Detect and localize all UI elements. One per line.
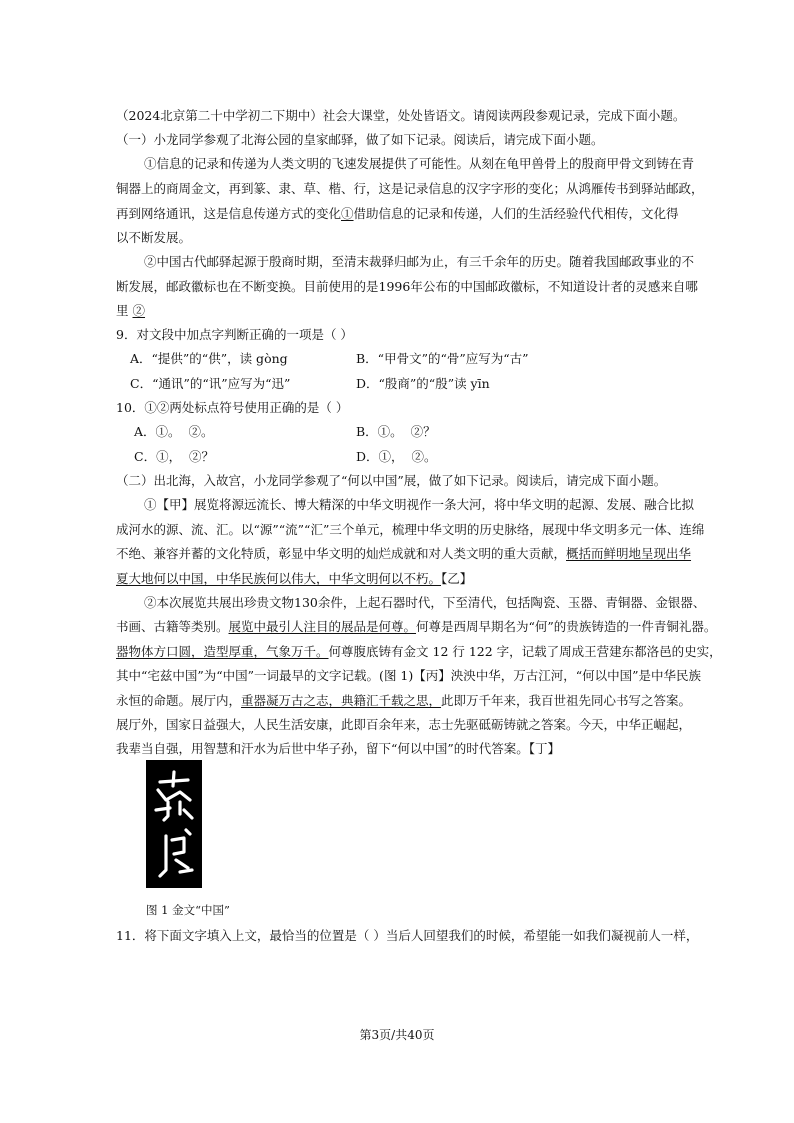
part1-heading: （一）小龙同学参观了北海公园的皇家邮驿，做了如下记录。阅读后，请完成下面小题。 (116, 132, 604, 147)
question-9-stem: 9．对文段中加点字判断正确的一项是（ ） (116, 327, 353, 342)
part1-paragraph1-line (116, 206, 679, 222)
underlined-sentence: 夏大地何以中国，中华民族何以伟大，中华文明何以不朽。 (116, 571, 442, 586)
part2-paragraph2-line: 其中“宅兹中国”为“中国”一词最早的文字记载。(图 1)【丙】泱泱中华，万古江河，“何以中国”是中华民族 (116, 668, 702, 683)
part2-paragraph1-line: ①【甲】展览将源远流长、博大精深的中华文明视作一条大河，将中华文明的起源、发展、融合比拟 (144, 497, 695, 512)
part2-paragraph2-line: 我辈当自强，用智慧和汗水为后世中华子孙，留下“何以中国”的时代答案。【丁】 (116, 741, 561, 756)
question-10-option-b: B．①。 ②？ (356, 424, 436, 439)
part1-paragraph2-line (116, 303, 145, 319)
part2-paragraph2-line: 展厅外，国家日益强大，人民生活安康，此即百余年来，志士先驱砥砺铸就之答案。今天，中华正崛起， (116, 717, 692, 732)
part1-paragraph1-line: 铜器上的商周金文，再到篆、隶、草、楷、行，这是记录信息的汉字字形的变化；从鸿雁传书到驿站邮政， (116, 181, 704, 196)
paragraph-text: 书画、古籍等类别。 (116, 619, 229, 634)
intro-text: （2024北京第二十中学初二下期中）社会大课堂，处处皆语文。请阅读两段参观记录，完成下面小题。 (116, 108, 686, 123)
paragraph-text: 永恒的命题。展厅内， (116, 693, 242, 708)
question-9-option-d: D．“殷商”的“殷”读 yīn (356, 376, 490, 391)
paragraph-text: 不绝、兼容并蓄的文化特质，彰显中华文明的灿烂成就和对人类文明的重大贡献， (116, 546, 567, 561)
underlined-sentence: 概括而鲜明地呈现出华 (566, 546, 692, 561)
part2-paragraph2-line (116, 693, 691, 709)
part1-paragraph1-line: 以不断发展。 (116, 230, 192, 245)
part2-heading: （二）出北海，入故宫，小龙同学参观了“何以中国”展，做了如下记录。阅读后，请完成下面小题。 (116, 473, 667, 488)
bronze-inscription-image (146, 760, 202, 888)
paragraph-text: 何尊是西周早期名为“何”的贵族铸造的一件青铜礼器。 (416, 619, 717, 634)
page-number: 第3页/共40页 (359, 1028, 435, 1042)
part2-paragraph2-line (116, 619, 716, 635)
part2-paragraph2-line: ②本次展览共展出珍贵文物130余件，上起石器时代，下至清代，包括陶瓷、玉器、青铜器、金银器、 (144, 595, 706, 610)
question-9-option-c: C．“通讯”的“讯”应写为“迅” (130, 376, 291, 391)
paragraph-text: 里 (116, 303, 129, 318)
question-11-stem: 11．将下面文字填入上文，最恰当的位置是（ ）当后人回望我们的时候，希望能一如我们凝视前人一样， (116, 928, 699, 943)
part2-paragraph1-line: 成河水的源、流、汇。以“源”“流”“汇”三个单元，梳理中华文明的历史脉络，展现中华文明多元一体、连绵 (116, 522, 705, 537)
bronze-inscription-glyphs (146, 760, 202, 888)
figure-caption: 图 1 金文“中国” (146, 903, 230, 917)
part2-paragraph1-line (116, 546, 691, 562)
part2-paragraph2-line (116, 644, 722, 660)
question-10-option-c: C．①， ②？ (134, 449, 215, 464)
paragraph-text: 何尊腹底铸有金文 12 行 122 字，记载了周成王营建东都洛邑的史实， (328, 644, 722, 659)
question-10-option-d: D．①， ②。 (356, 449, 437, 464)
question-10-stem: 10．①②两处标点符号使用正确的是（ ） (116, 400, 349, 415)
paragraph-text: 再到网络通讯，这是信息传递方式的变化 (116, 206, 342, 221)
underlined-sentence: 器物体方口圆，造型厚重，气象万千。 (116, 644, 329, 659)
underlined-sentence: 重器凝万古之志，典籍汇千载之思， (241, 693, 442, 708)
question-9-option-b: B．“甲骨文”的“骨”应写为“古” (356, 351, 529, 366)
paragraph-text: 借助信息的记录和传递，人们的生活经验代代相传，文化得 (353, 206, 679, 221)
paragraph-text: 此即万千年来，我百世祖先同心书写之答案。 (441, 693, 692, 708)
underlined-sentence: 展览中最引人注目的展品是何尊。 (228, 619, 417, 634)
part1-paragraph2-line: ②中国古代邮驿起源于殷商时期，至清末裁驿归邮为止，有三千余年的历史。随着我国邮政事业的不 (144, 254, 695, 269)
question-9-option-a: A．“提供”的“供”，读 gòng (130, 351, 288, 366)
blank-2: ② (132, 303, 146, 318)
blank-1: ① (341, 206, 354, 221)
part1-paragraph1-line: ①信息的记录和传递为人类文明的飞速发展提供了可能性。从刻在龟甲兽骨上的殷商甲骨文到铸在青 (144, 156, 695, 171)
question-10-option-a: A．①。 ②。 (134, 424, 214, 439)
part2-paragraph1-line (116, 571, 472, 587)
part1-paragraph2-line: 断发展，邮政徽标也在不断变换。目前使用的是1996年公布的中国邮政徽标，不知道设计者的灵感来自哪 (116, 279, 698, 294)
marker-yi: 【乙】 (441, 571, 473, 586)
